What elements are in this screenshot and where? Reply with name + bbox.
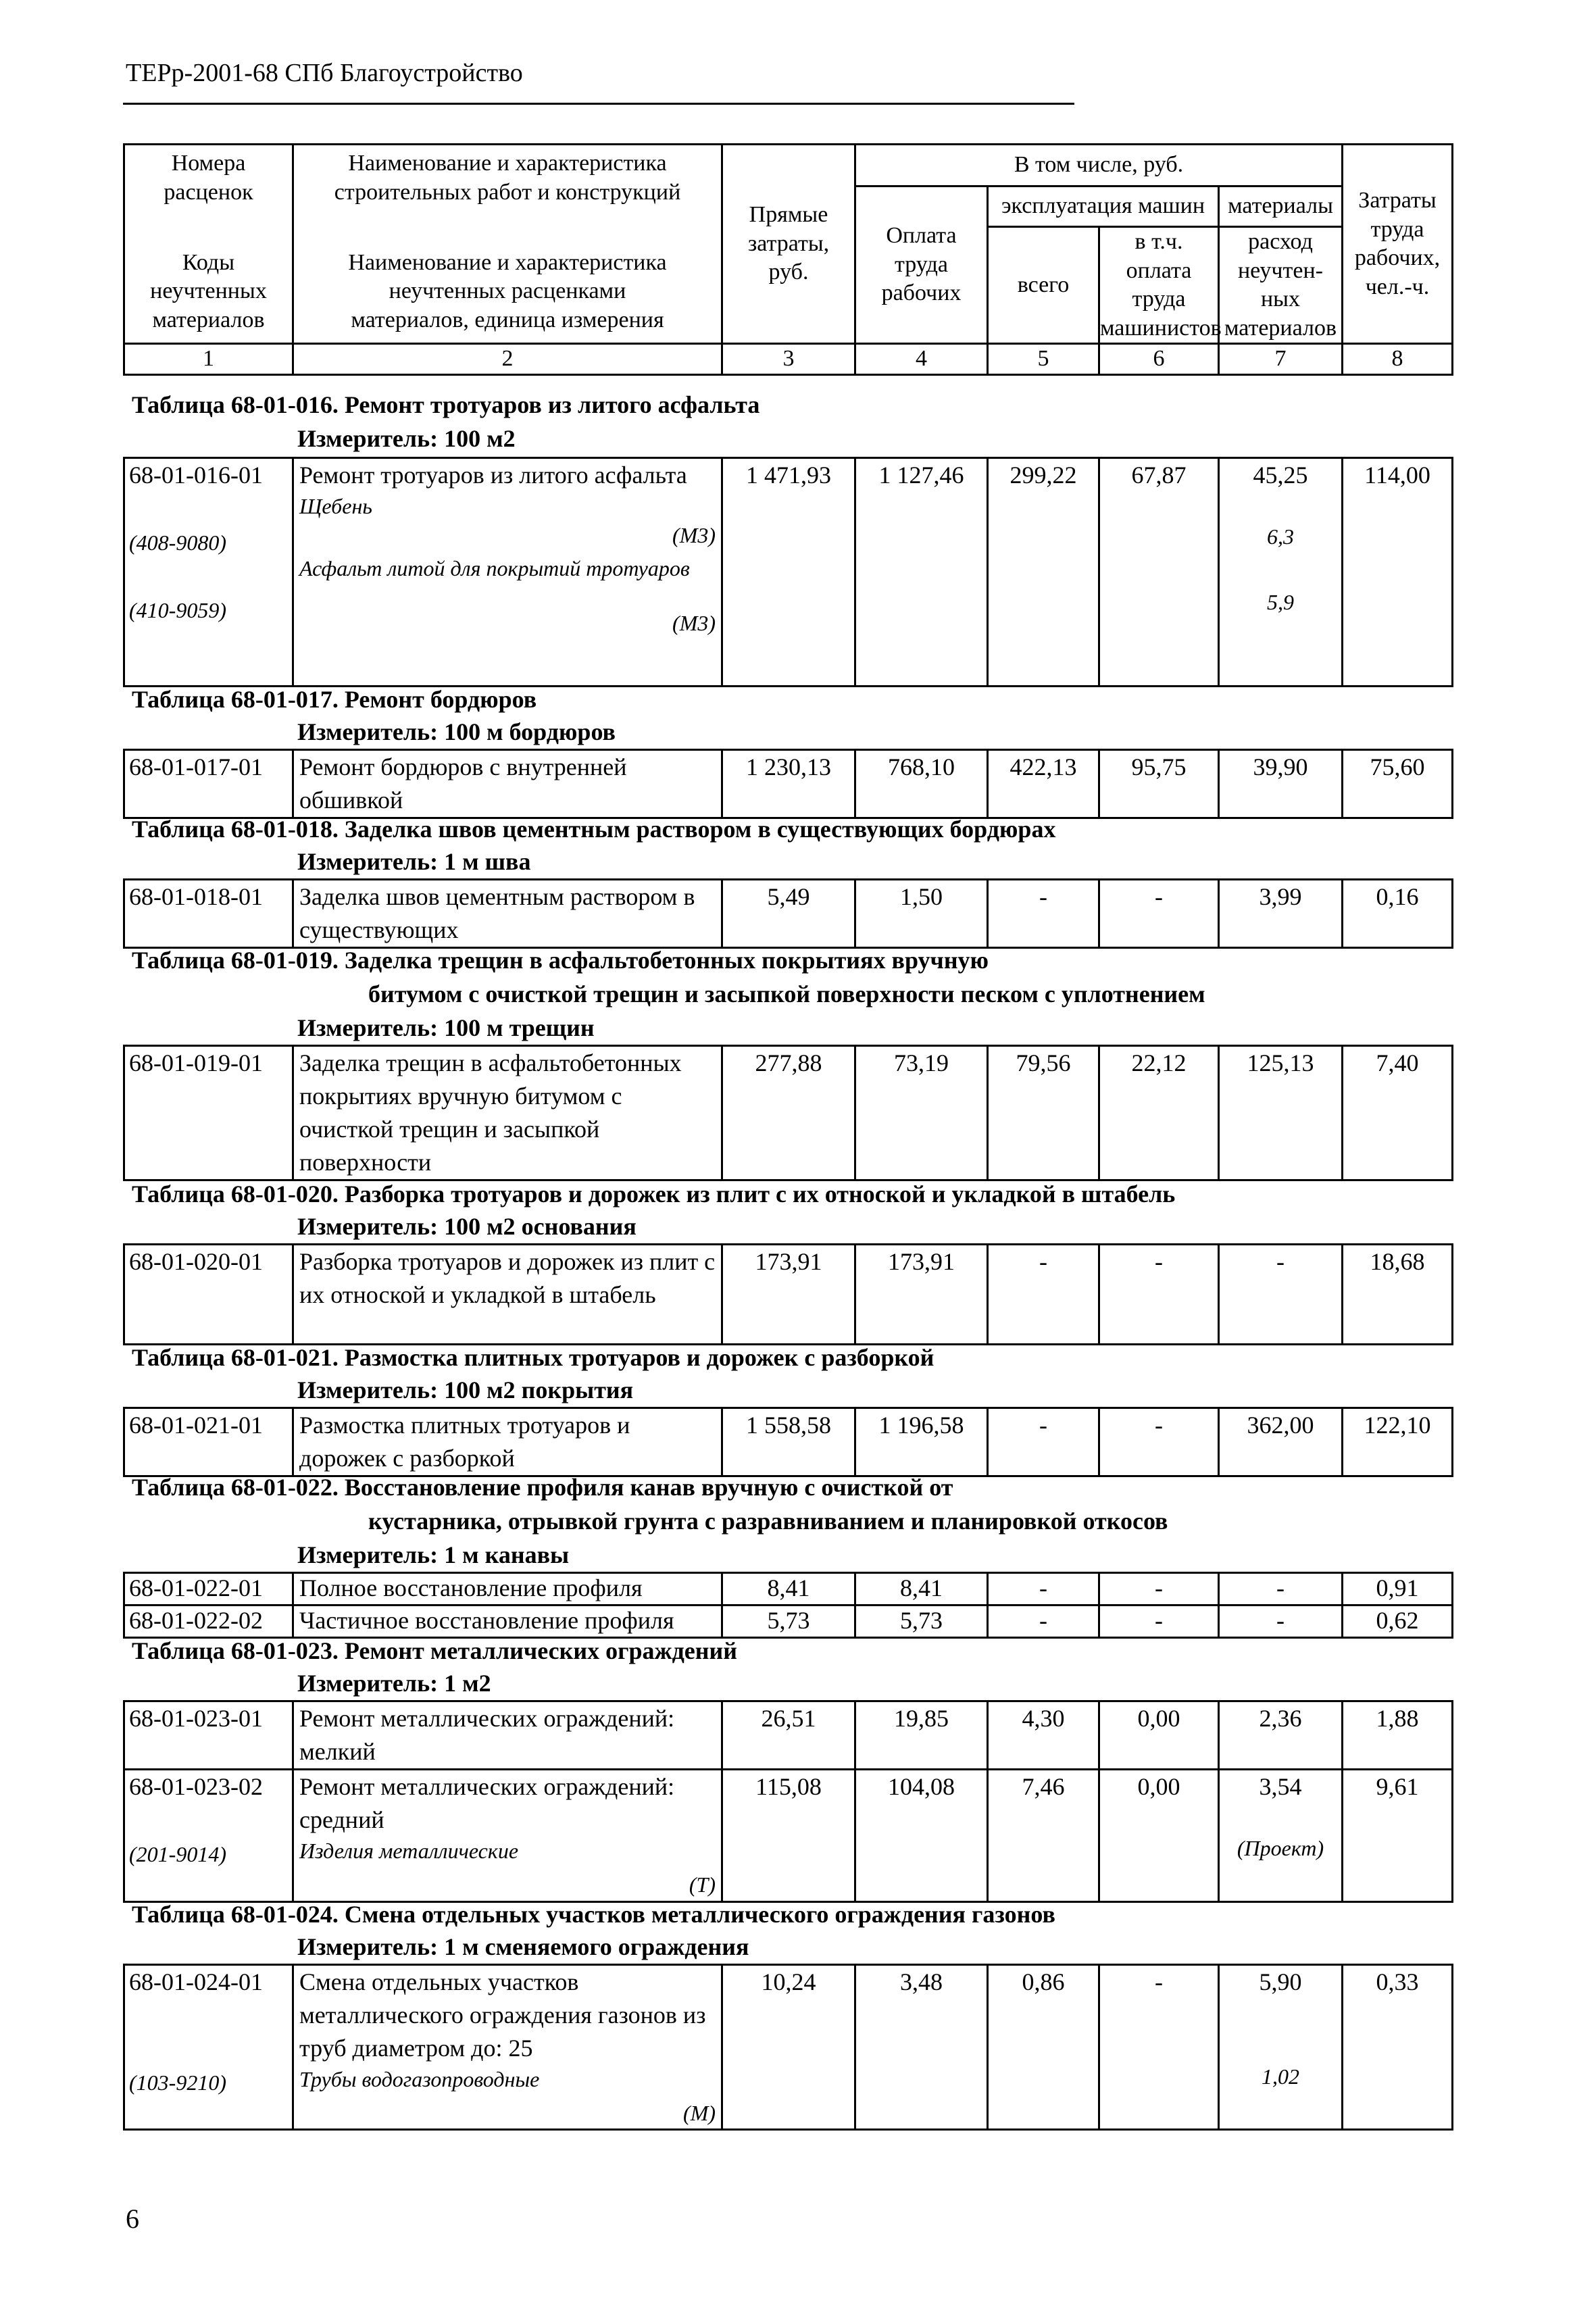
header-rule — [123, 103, 1074, 105]
machine-labor-cell: 22,12 — [1099, 1046, 1219, 1180]
labor-hours-cell: 0,16 — [1343, 880, 1453, 948]
materials-cell: 3,99 — [1219, 880, 1343, 948]
rate-table — [123, 1407, 1453, 1477]
rate-table — [123, 1045, 1453, 1181]
rate-name-cell: Ремонт металлических ограждений: мелкий — [293, 1701, 722, 1770]
machine-labor-cell: - — [1099, 1573, 1219, 1605]
col-name-header: Наименование и характеристика строительных работ и конструкций — [293, 145, 722, 241]
rate-code-cell: 68-01-022-02 — [124, 1605, 293, 1638]
section-unit: Измеритель: 100 м2 покрытия — [297, 1376, 634, 1403]
material-code: (410-9059) — [129, 598, 226, 622]
material-qty: 5,9 — [1267, 590, 1294, 614]
machine-cost-cell: - — [988, 1573, 1099, 1605]
rate-name-cell: Ремонт тротуаров из литого асфальта Щебень (М3) Асфальт литой для покрытий тротуаров (М3) — [293, 458, 722, 687]
rate-name-cell: Разборка тротуаров и дорожек из плит с их отноской и укладкой в штабель — [293, 1245, 722, 1345]
labor-hours-cell: 18,68 — [1343, 1245, 1453, 1345]
labor-hours-cell: 0,91 — [1343, 1573, 1453, 1605]
table-row — [124, 1408, 1453, 1476]
machine-labor-cell: 95,75 — [1099, 750, 1219, 818]
rate-code-cell: 68-01-021-01 — [124, 1408, 293, 1476]
table-row — [124, 458, 1453, 687]
labor-hours-cell: 9,61 — [1343, 1770, 1453, 1902]
direct-cost-cell: 1 230,13 — [722, 750, 855, 818]
material-name: Щебень — [299, 494, 372, 518]
machine-cost-cell: 299,22 — [988, 458, 1099, 687]
labor-hours-cell: 0,33 — [1343, 1965, 1453, 2130]
col-code-header: Номера расценок — [124, 145, 293, 241]
machine-labor-cell: - — [1099, 1605, 1219, 1638]
col-num-7: 7 — [1219, 344, 1343, 375]
rate-name-cell: Размостка плитных тротуаров и дорожек с разборкой — [293, 1408, 722, 1476]
table-row — [124, 1965, 1453, 2130]
machine-cost-cell: 422,13 — [988, 750, 1099, 818]
labor-cost-cell: 1,50 — [855, 880, 988, 948]
labor-hours-cell: 1,88 — [1343, 1701, 1453, 1770]
col-num-2: 2 — [293, 344, 722, 375]
rate-code-cell: 68-01-024-01 (103-9210) — [124, 1965, 293, 2130]
materials-cell: 5,90 1,02 — [1219, 1965, 1343, 2130]
rate-code-cell: 68-01-023-02 (201-9014) — [124, 1770, 293, 1902]
machine-labor-cell: 0,00 — [1099, 1701, 1219, 1770]
materials-cell: 2,36 — [1219, 1701, 1343, 1770]
rate-table — [123, 457, 1453, 687]
section-unit: Измеритель: 100 м2 основания — [297, 1213, 637, 1240]
section-title-cont: битумом с очисткой трещин и засыпкой поверхности песком с уплотнением — [368, 980, 1205, 1007]
rate-code-cell: 68-01-022-01 — [124, 1573, 293, 1605]
labor-cost-cell: 8,41 — [855, 1573, 988, 1605]
col-num-8: 8 — [1343, 344, 1453, 375]
col-num-5: 5 — [988, 344, 1099, 375]
table-row — [124, 1605, 1453, 1638]
direct-cost-cell: 1 471,93 — [722, 458, 855, 687]
section-unit: Измеритель: 1 м шва — [297, 848, 531, 875]
direct-cost-cell: 5,49 — [722, 880, 855, 948]
machine-labor-cell: - — [1099, 1965, 1219, 2130]
section-title: Таблица 68-01-023. Ремонт металлических ограждений — [132, 1637, 737, 1664]
labor-hours-cell: 75,60 — [1343, 750, 1453, 818]
materials-cell: 45,25 6,3 5,9 — [1219, 458, 1343, 687]
labor-cost-cell: 1 196,58 — [855, 1408, 988, 1476]
table-row — [124, 750, 1453, 818]
rate-table — [123, 749, 1453, 819]
section-unit: Измеритель: 100 м2 — [297, 425, 516, 452]
material-qty: 6,3 — [1267, 524, 1294, 549]
material-name: Изделия металлические — [299, 1839, 519, 1863]
section-unit: Измеритель: 100 м трещин — [297, 1014, 595, 1041]
machine-cost-cell: 0,86 — [988, 1965, 1099, 2130]
col-direct-header: Прямые затраты, руб. — [722, 145, 855, 344]
materials-cell: 125,13 — [1219, 1046, 1343, 1180]
labor-cost-cell: 19,85 — [855, 1701, 988, 1770]
col-mat-consumption-header: расход неучтен- ных материалов — [1219, 227, 1343, 344]
rate-table — [123, 1964, 1453, 2131]
materials-cell: 362,00 — [1219, 1408, 1343, 1476]
section-title: Таблица 68-01-019. Заделка трещин в асфальтобетонных покрытиях вручную — [132, 947, 989, 974]
labor-hours-cell: 122,10 — [1343, 1408, 1453, 1476]
labor-hours-cell: 0,62 — [1343, 1605, 1453, 1638]
col-material-name-header: Наименование и характеристика неучтенных расценками материалов, единица измерения — [293, 241, 722, 344]
section-title: Таблица 68-01-016. Ремонт тротуаров из литого асфальта — [132, 391, 760, 418]
rate-table — [123, 1700, 1453, 1903]
rate-code-cell: 68-01-019-01 — [124, 1046, 293, 1180]
rate-name-cell: Заделка трещин в асфальтобетонных покрытиях вручную битумом с очисткой трещин и засыпкой поверхности — [293, 1046, 722, 1180]
section-title-cont: кустарника, отрывкой грунта с разравниванием и планировкой откосов — [368, 1508, 1168, 1535]
section-unit: Измеритель: 1 м канавы — [297, 1541, 570, 1568]
direct-cost-cell: 173,91 — [722, 1245, 855, 1345]
machine-cost-cell: - — [988, 1408, 1099, 1476]
col-mach-labor-header: в т.ч. оплата труда машинистов — [1099, 227, 1219, 344]
material-unit: (М3) — [672, 611, 716, 635]
table-row — [124, 1046, 1453, 1180]
material-unit: (М3) — [672, 523, 716, 547]
direct-cost-cell: 8,41 — [722, 1573, 855, 1605]
rate-code-cell: 68-01-023-01 — [124, 1701, 293, 1770]
rate-name-cell: Ремонт металлических ограждений: средний Изделия металлические (Т) — [293, 1770, 722, 1902]
materials-cell: 39,90 — [1219, 750, 1343, 818]
col-labor-header: Оплата труда рабочих — [855, 186, 988, 344]
col-material-code-header: Коды неучтенных материалов — [124, 241, 293, 344]
rate-table — [123, 1572, 1453, 1639]
labor-cost-cell: 73,19 — [855, 1046, 988, 1180]
labor-cost-cell: 1 127,46 — [855, 458, 988, 687]
rate-name-cell: Ремонт бордюров с внутренней обшивкой — [293, 750, 722, 818]
direct-cost-cell: 1 558,58 — [722, 1408, 855, 1476]
rate-name-cell: Частичное восстановление профиля — [293, 1605, 722, 1638]
labor-cost-cell: 768,10 — [855, 750, 988, 818]
labor-cost-cell: 3,48 — [855, 1965, 988, 2130]
direct-cost-cell: 277,88 — [722, 1046, 855, 1180]
rate-name-cell: Полное восстановление профиля — [293, 1573, 722, 1605]
col-num-6: 6 — [1099, 344, 1219, 375]
table-row — [124, 1701, 1453, 1770]
labor-hours-cell: 7,40 — [1343, 1046, 1453, 1180]
material-code: (103-9210) — [129, 2070, 226, 2095]
machine-labor-cell: 67,87 — [1099, 458, 1219, 687]
rate-table — [123, 1243, 1453, 1345]
material-unit: (Т) — [689, 1872, 716, 1897]
section-title: Таблица 68-01-022. Восстановление профиля канав вручную с очисткой от — [132, 1474, 953, 1501]
section-title: Таблица 68-01-017. Ремонт бордюров — [132, 686, 537, 713]
rate-code-cell: 68-01-016-01 (408-9080) (410-9059) — [124, 458, 293, 687]
col-hours-header: Затраты труда рабочих, чел.-ч. — [1343, 145, 1453, 344]
machine-labor-cell: 0,00 — [1099, 1770, 1219, 1902]
col-mach-header: эксплуатация машин — [988, 186, 1219, 227]
page-number: 6 — [126, 2204, 139, 2234]
material-code: (201-9014) — [129, 1842, 226, 1866]
machine-labor-cell: - — [1099, 1408, 1219, 1476]
col-incl-header: В том числе, руб. — [855, 145, 1343, 186]
labor-cost-cell: 104,08 — [855, 1770, 988, 1902]
labor-cost-cell: 173,91 — [855, 1245, 988, 1345]
machine-cost-cell: - — [988, 1245, 1099, 1345]
table-row — [124, 880, 1453, 948]
labor-cost-cell: 5,73 — [855, 1605, 988, 1638]
material-code: (408-9080) — [129, 530, 226, 555]
col-mach-total-header: всего — [988, 227, 1099, 344]
machine-labor-cell: - — [1099, 1245, 1219, 1345]
machine-cost-cell: - — [988, 1605, 1099, 1638]
direct-cost-cell: 115,08 — [722, 1770, 855, 1902]
page-header-title: ТЕРр-2001-68 СПб Благоустройство — [126, 59, 523, 87]
materials-cell: - — [1219, 1605, 1343, 1638]
table-row — [124, 1770, 1453, 1902]
rate-name-cell: Заделка швов цементным раствором в существующих — [293, 880, 722, 948]
materials-cell: - — [1219, 1573, 1343, 1605]
direct-cost-cell: 26,51 — [722, 1701, 855, 1770]
material-qty: 1,02 — [1262, 2064, 1299, 2089]
col-mat-header: материалы — [1219, 186, 1343, 227]
machine-cost-cell: 4,30 — [988, 1701, 1099, 1770]
section-title: Таблица 68-01-020. Разборка тротуаров и дорожек из плит с их отноской и укладкой в штабель — [132, 1180, 1176, 1208]
col-num-4: 4 — [855, 344, 988, 375]
machine-labor-cell: - — [1099, 880, 1219, 948]
direct-cost-cell: 5,73 — [722, 1605, 855, 1638]
section-unit: Измеритель: 1 м сменяемого ограждения — [297, 1933, 749, 1960]
table-row — [124, 1245, 1453, 1345]
section-unit: Измеритель: 1 м2 — [297, 1670, 491, 1697]
material-name: Трубы водогазопроводные — [299, 2067, 540, 2091]
labor-hours-cell: 114,00 — [1343, 458, 1453, 687]
section-title: Таблица 68-01-018. Заделка швов цементным раствором в существующих бордюрах — [132, 816, 1056, 843]
rate-table — [123, 878, 1453, 949]
rate-code-cell: 68-01-020-01 — [124, 1245, 293, 1345]
section-title: Таблица 68-01-021. Размостка плитных тротуаров и дорожек с разборкой — [132, 1344, 934, 1371]
materials-cell: 3,54 (Проект) — [1219, 1770, 1343, 1902]
direct-cost-cell: 10,24 — [722, 1965, 855, 2130]
material-name: Асфальт литой для покрытий тротуаров — [299, 556, 690, 580]
col-num-3: 3 — [722, 344, 855, 375]
machine-cost-cell: - — [988, 880, 1099, 948]
rate-code-cell: 68-01-018-01 — [124, 880, 293, 948]
section-unit: Измеритель: 100 м бордюров — [297, 718, 616, 745]
material-qty: (Проект) — [1237, 1836, 1324, 1860]
machine-cost-cell: 7,46 — [988, 1770, 1099, 1902]
machine-cost-cell: 79,56 — [988, 1046, 1099, 1180]
material-unit: (М) — [683, 2101, 716, 2125]
column-header-table — [123, 143, 1453, 376]
rate-code-cell: 68-01-017-01 — [124, 750, 293, 818]
col-num-1: 1 — [124, 344, 293, 375]
materials-cell: - — [1219, 1245, 1343, 1345]
section-title: Таблица 68-01-024. Смена отдельных участков металлического ограждения газонов — [132, 1901, 1055, 1928]
table-row — [124, 1573, 1453, 1605]
rate-name-cell: Смена отдельных участков металлического ограждения газонов из труб диаметром до: 25 Трубы водогазопроводные (М) — [293, 1965, 722, 2130]
